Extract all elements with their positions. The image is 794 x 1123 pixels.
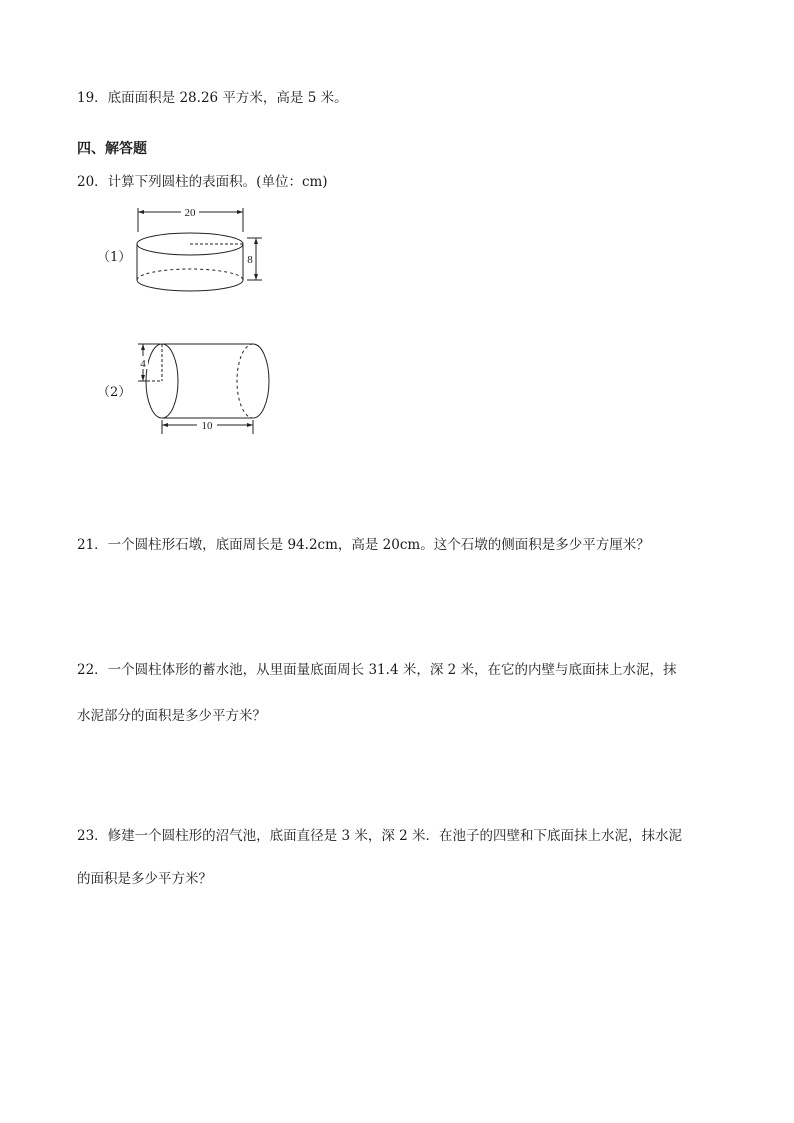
question-19: 19．底面面积是 28.26 平方米，高是 5 米。 (77, 90, 348, 106)
figure-2-label: （2） (97, 385, 132, 400)
question-21: 21．一个圆柱形石墩，底面周长是 94.2cm，高是 20cm。这个石墩的侧面积是多少平方厘米？ (77, 537, 650, 553)
question-23-line-1: 23．修建一个圆柱形的沼气池，底面直径是 3 米，深 2 米．在池子的四壁和下底面抹上水泥，抹水泥 (77, 828, 683, 844)
question-22-line-1: 22．一个圆柱体形的蓄水池，从里面量底面周长 31.4 米，深 2 米，在它的内壁与底面抹上水泥，抹 (77, 662, 677, 678)
figure-1-height-label: 8 (247, 254, 253, 266)
figure-2-length-label: 10 (201, 420, 213, 432)
figure-1-label: （1） (97, 250, 132, 265)
question-20: 20．计算下列圆柱的表面积。(单位：cm) (77, 174, 328, 190)
section-heading: 四、解答题 (77, 141, 147, 157)
figure-2-radius-label: 4 (140, 358, 146, 370)
question-22-line-2: 水泥部分的面积是多少平方米？ (77, 708, 266, 724)
question-23-line-2: 的面积是多少平方米？ (77, 871, 212, 887)
figure-1-width-label: 20 (184, 207, 196, 219)
